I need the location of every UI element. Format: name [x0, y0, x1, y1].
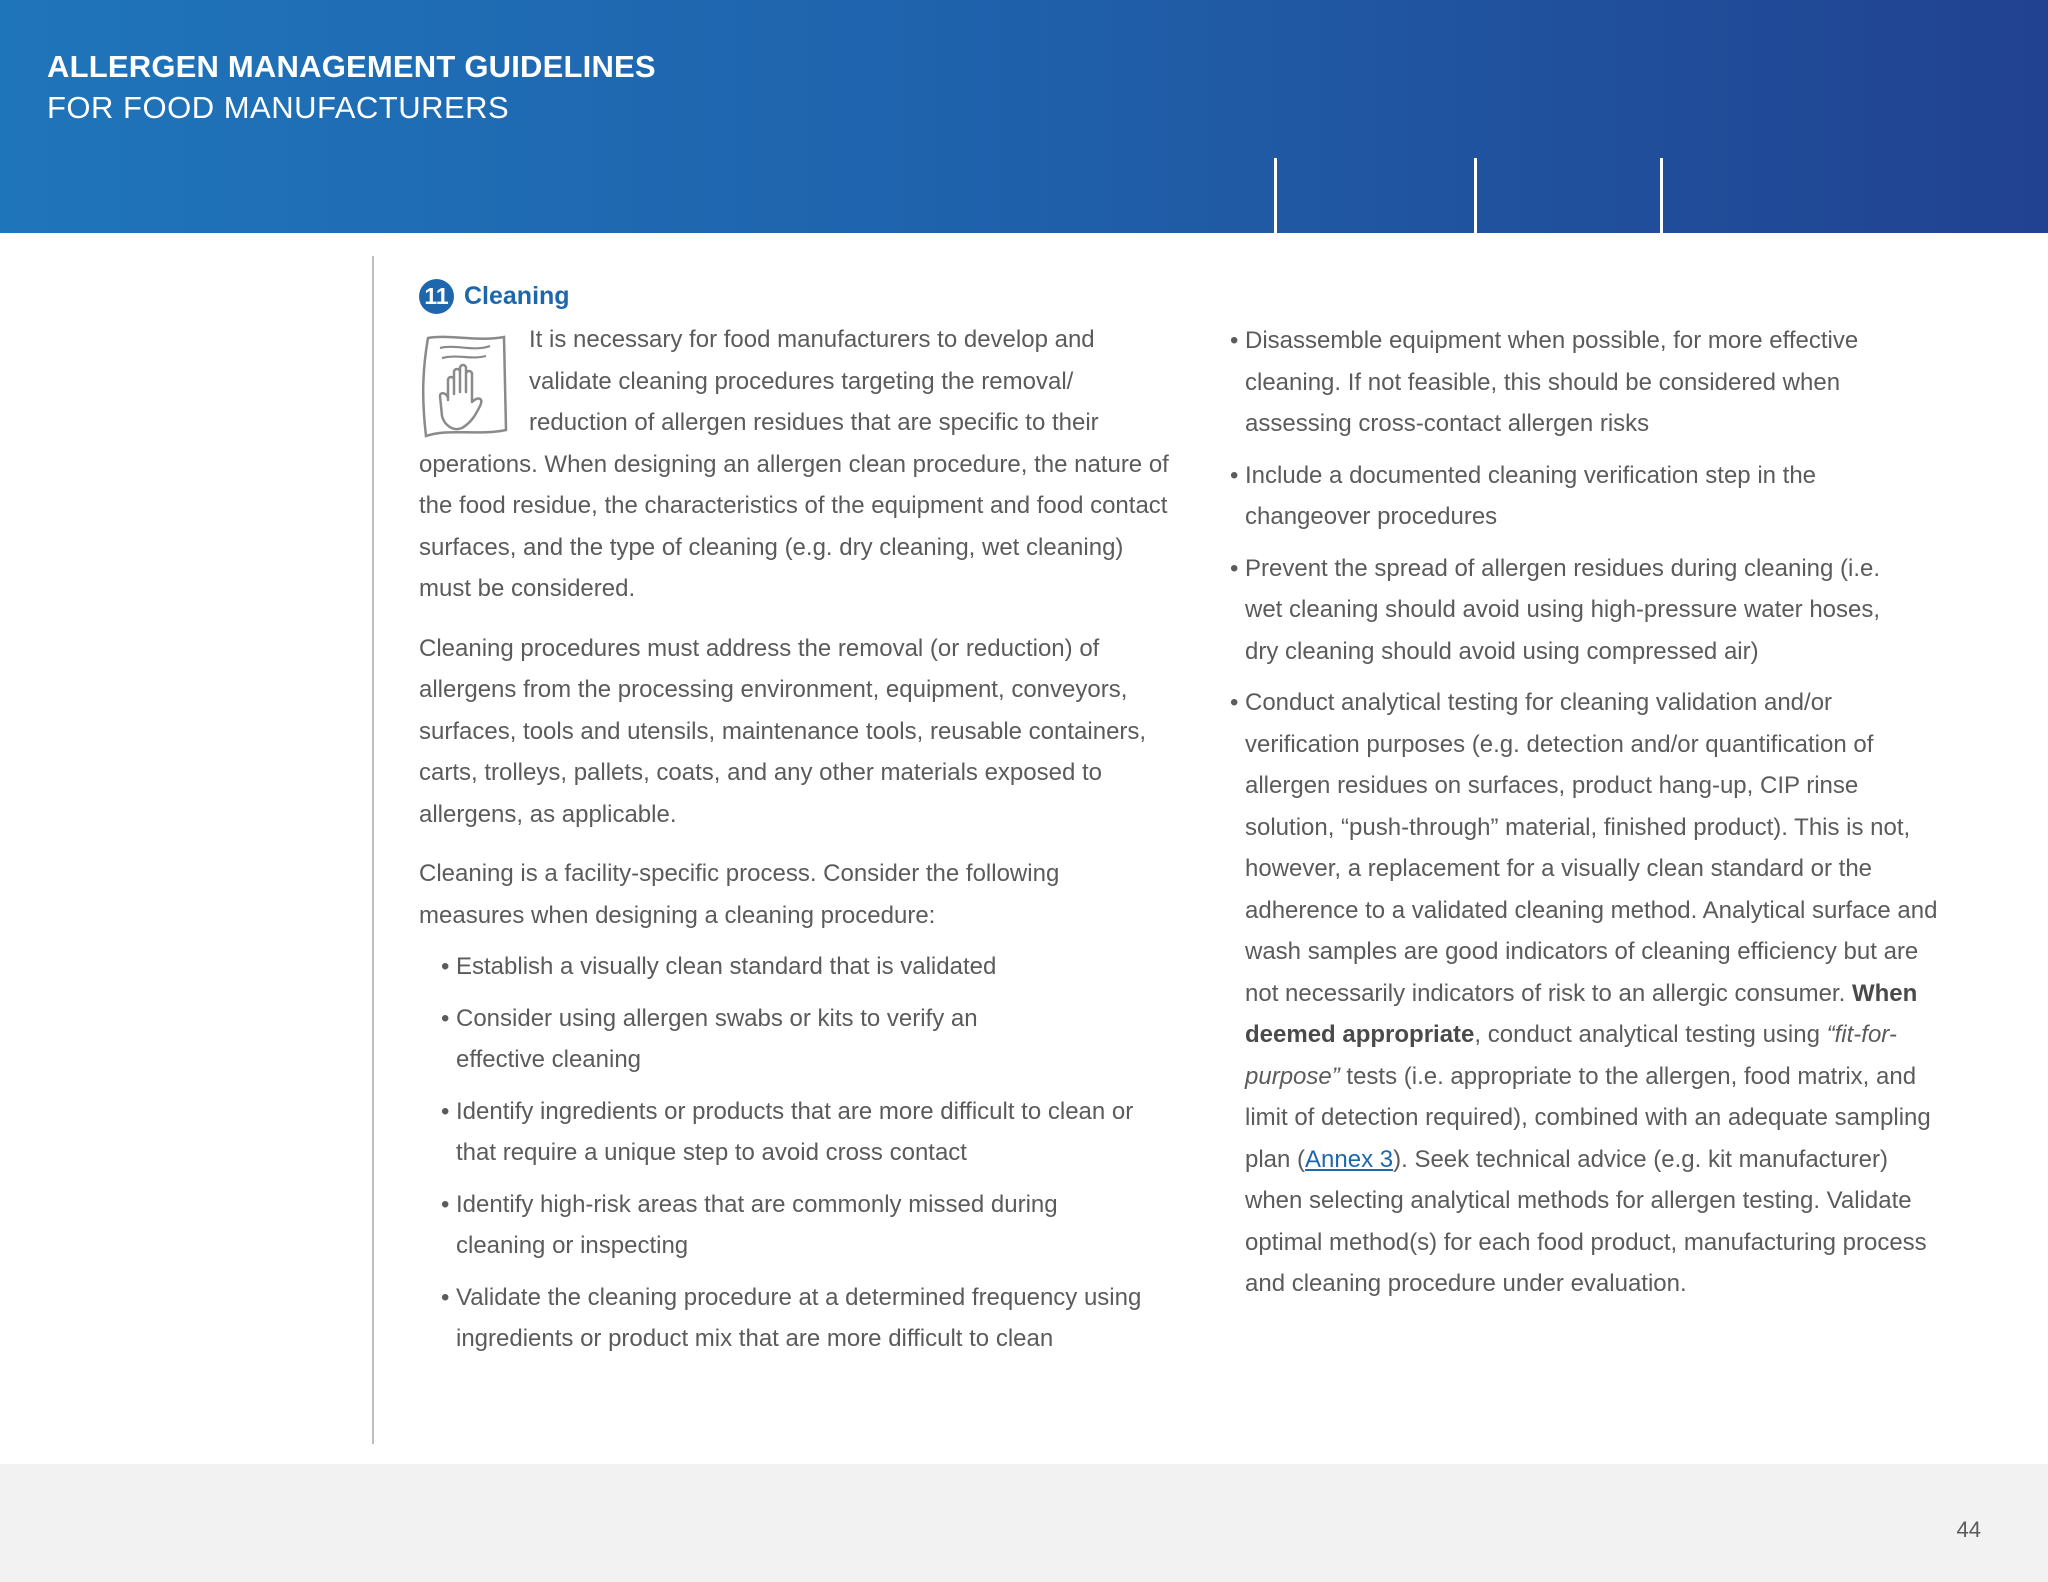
- practices-list: [1230, 320, 1950, 1305]
- list-item: • Prevent the spread of allergen residues during cleaning (i.e. wet cleaning should avoid using high-pressure water hoses, dry cleaning should avoid using compressed air): [1230, 548, 1895, 673]
- list-item-analytical-testing: [1230, 682, 1950, 1305]
- right-text-column: [1230, 320, 1950, 1315]
- testing-text: Conduct analytical testing for cleaning validation and/or verification purposes (e.g. detection and/or quantification of allergen residues on surfaces, product hang-up, CIP rinse solution, “push-through” material, finished product). This is not, however, a replacement for a visually clean standard or the adherence to a validated cleaning method. Analytical surface and wash samples are good indicators of cleaning efficiency but are not necessarily indicators of risk to an allergic consumer.: [1245, 689, 1938, 1007]
- list-item: • Validate the cleaning procedure at a determined frequency using ingredients or product mix that are more difficult to clean: [441, 1277, 1176, 1360]
- list-item: • Disassemble equipment when possible, for more effective cleaning. If not feasible, this should be considered when assessing cross-contact allergen risks: [1230, 320, 1895, 445]
- removal-paragraph: Cleaning procedures must address the removal (or reduction) of allergens from the processing environment, equipment, conveyors, surfaces, tools and utensils, maintenance tools, reusable containers, carts, trolleys, pallets, coats, and any other materials exposed to allergens, as applicable.: [419, 634, 1147, 828]
- document-title: ALLERGEN MANAGEMENT GUIDELINES: [47, 49, 656, 84]
- page-footer: [0, 1464, 2048, 1582]
- intro-paragraph-start: It is necessary for food manufacturers to develop and validate cleaning procedures targeting the removal/ reduction of allergen residues that are specific to their: [529, 326, 1099, 436]
- emphasis-text: When deemed appropriate: [1245, 979, 1918, 1048]
- header-divider: [1274, 158, 1277, 233]
- list-item: • Establish a visually clean standard that is validated: [441, 946, 1176, 988]
- left-margin-rule: [372, 256, 374, 1444]
- list-item: • Consider using allergen swabs or kits to verify an effective cleaning: [441, 998, 1026, 1081]
- testing-text: ). Seek technical advice (e.g. kit manufacturer) when selecting analytical methods for allergen testing. Validate optimal method(s) for each food product, manufacturing process and cleaning procedure under evaluation.: [1245, 1145, 1927, 1297]
- list-item: • Identify high-risk areas that are commonly missed during cleaning or inspecting: [441, 1184, 1136, 1267]
- section-number-badge: 11: [419, 279, 454, 314]
- measures-list: [441, 946, 1176, 1360]
- intro-paragraph-rest: operations. When designing an allergen clean procedure, the nature of the food residue, the characteristics of the equipment and food contact surfaces, and the type of cleaning (e.g. dry cleaning, wet cleaning) must be considered.: [419, 450, 1169, 602]
- header-divider: [1660, 158, 1663, 233]
- section-title: Cleaning: [464, 282, 570, 310]
- list-item: • Identify ingredients or products that are more difficult to clean or that require a unique step to avoid cross contact: [441, 1091, 1136, 1174]
- list-item: • Include a documented cleaning verification step in the changeover procedures: [1230, 455, 1895, 538]
- annex-3-link[interactable]: Annex 3: [1305, 1145, 1394, 1173]
- testing-text: , conduct analytical testing using: [1474, 1021, 1820, 1048]
- page-number: 44: [1956, 1517, 1981, 1542]
- left-text-column: [419, 319, 1169, 1370]
- document-subtitle: FOR FOOD MANUFACTURERS: [47, 90, 510, 125]
- section-heading: [419, 279, 570, 314]
- page-header-banner: [0, 0, 2048, 233]
- measures-paragraph: Cleaning is a facility-specific process. Consider the following measures when designing a cleaning procedure:: [419, 860, 1060, 929]
- header-divider: [1474, 158, 1477, 233]
- italic-term: “fit-for-purpose”: [1245, 1021, 1897, 1090]
- testing-text: tests (i.e. appropriate to the allergen, food matrix, and limit of detection required), combined with an adequate sampling plan (: [1245, 1062, 1931, 1173]
